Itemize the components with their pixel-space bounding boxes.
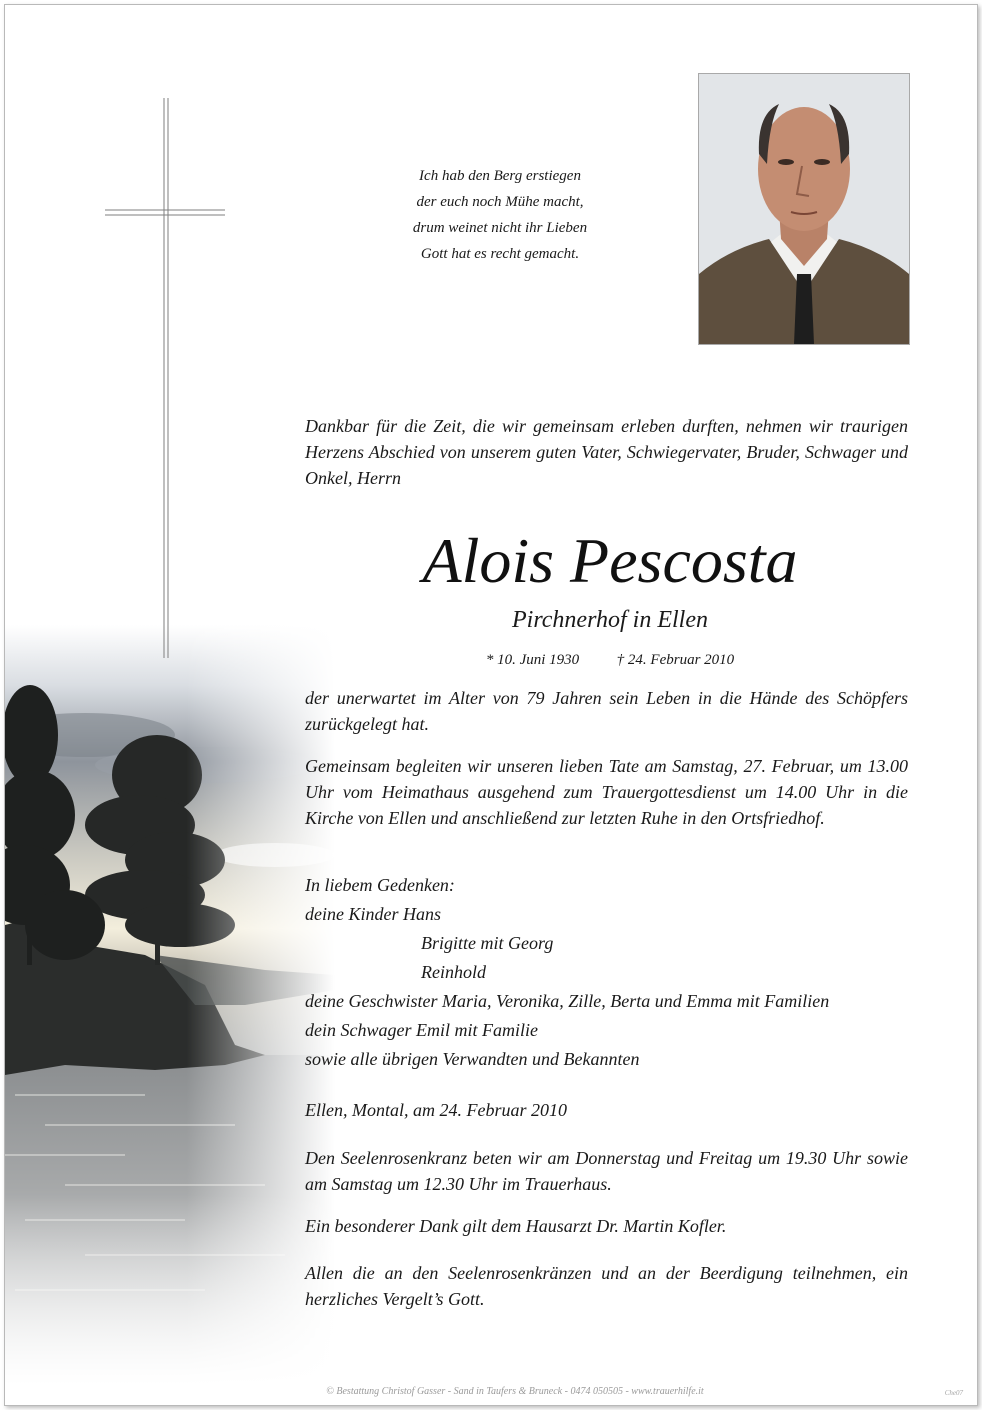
poem-line: der euch noch Mühe macht, (416, 194, 584, 210)
cross-icon (105, 98, 225, 658)
birth-date: * 10. Juni 1930 (485, 652, 580, 668)
general-thanks: Allen die an den Seelenrosenkränzen und an der Beerdigung teilnehmen, ein herzliches Vergelt’s Gott. (305, 1263, 908, 1309)
siblings-line: deine Geschwister Maria, Veronika, Zille, Berta und Emma mit Familien (305, 991, 830, 1011)
funeral-home-footer: © Bestattung Christof Gasser - Sand in Taufers & Bruneck - 0474 050505 - www.trauerhilfe.it (326, 1386, 704, 1397)
mourners-list (305, 871, 908, 1074)
children-line: deine Kinder Hans (305, 904, 441, 924)
poem-line: Ich hab den Berg erstiegen (419, 168, 581, 184)
rosary-paragraph: Den Seelenrosenkranz beten wir am Donnerstag und Freitag um 19.30 Uhr sowie am Samstag um 12.30 Uhr im Trauerhaus. (305, 1148, 908, 1194)
funeral-paragraph: Gemeinsam begleiten wir unseren lieben Tate am Samstag, 27. Februar, um 13.00 Uhr vom Heimathaus ausgehend zum Trauergottesdienst um 14.00 Uhr in die Kirche von Ellen und anschließend zur letzten Ruhe in den Ortsfriedhof. (305, 756, 908, 828)
passing-paragraph: der unerwartet im Alter von 79 Jahren sein Leben in die Hände des Schöpfers zurückgelegt hat. (305, 688, 908, 734)
relatives-line: sowie alle übrigen Verwandten und Bekannten (305, 1049, 640, 1069)
child-entry: Brigitte mit Georg (421, 933, 554, 953)
intro-paragraph: Dankbar für die Zeit, die wir gemeinsam erleben durften, nehmen wir traurigen Herzens Abschied von unserem guten Vater, Schwiegervater, Bruder, Schwager und Onkel, Herrn (305, 416, 908, 488)
death-date: † 24. Februar 2010 (616, 652, 735, 668)
child-entry: Reinhold (421, 962, 486, 982)
brother-in-law-line: dein Schwager Emil mit Familie (305, 1020, 538, 1040)
lake-landscape-image (5, 625, 335, 1385)
remembrance-heading: In liebem Gedenken: (305, 875, 455, 895)
portrait-photo (698, 73, 910, 345)
poem-line: Gott hat es recht gemacht. (420, 246, 580, 262)
doctor-thanks: Ein besonderer Dank gilt dem Hausarzt Dr. Martin Kofler. (305, 1216, 727, 1236)
memorial-poem (335, 163, 665, 267)
deceased-farm: Pirchnerhof in Ellen (512, 607, 708, 633)
place-date: Ellen, Montal, am 24. Februar 2010 (305, 1100, 567, 1120)
template-code: Che07 (944, 1389, 963, 1397)
deceased-name: Alois Pescosta (422, 525, 798, 596)
poem-line: drum weinet nicht ihr Lieben (412, 220, 588, 236)
obituary-card (4, 4, 978, 1406)
life-dates (305, 648, 915, 672)
